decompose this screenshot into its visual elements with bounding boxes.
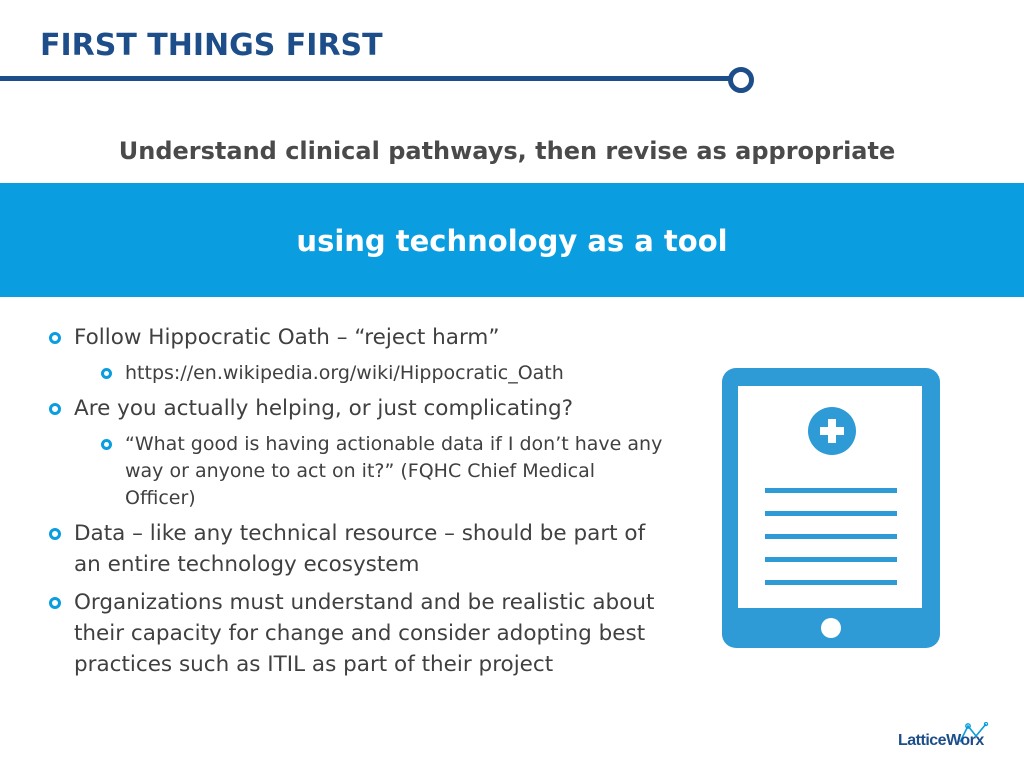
sub-bullet-text: “What good is having actionable data if I don’t have any way or anyone to act on it?” (FQHC Chief Medical Officer) <box>125 433 663 509</box>
bullet-text: Are you actually helping, or just complicating? <box>74 396 574 421</box>
text-line-icon <box>765 557 897 562</box>
bullet-text: Follow Hippocratic Oath – “reject harm” <box>74 325 500 350</box>
bullet-text: Data – like any technical resource – should be part of an entire technology ecosystem <box>74 521 646 577</box>
sub-bullet-item <box>100 431 665 512</box>
bullet-ring-icon <box>49 528 61 540</box>
banner <box>0 183 1024 297</box>
text-line-icon <box>765 488 897 493</box>
bullet-ring-icon <box>101 368 112 379</box>
bullet-ring-icon <box>49 597 61 609</box>
text-line-icon <box>765 580 897 585</box>
logo-text: LatticeWorx <box>898 732 984 749</box>
bullet-ring-icon <box>101 439 112 450</box>
bullet-text: Organizations must understand and be realistic about their capacity for change and consider adopting best practices such as ITIL as part of their project <box>74 590 655 677</box>
tablet-home-button <box>821 618 841 638</box>
text-line-icon <box>765 534 897 539</box>
bullet-item <box>48 322 660 353</box>
text-line-icon <box>765 511 897 516</box>
sub-bullet-link[interactable]: https://en.wikipedia.org/wiki/Hippocratic_Oath <box>125 362 564 384</box>
banner-text: using technology as a tool <box>296 224 728 258</box>
latticeworx-logo <box>898 722 1010 762</box>
bullet-item <box>48 518 660 580</box>
bullet-list <box>48 322 663 687</box>
bullet-ring-icon <box>49 403 61 415</box>
title-divider-circle-icon <box>728 67 754 93</box>
bullet-item <box>48 393 660 424</box>
tablet-medical-record-icon <box>722 368 940 648</box>
slide-title: FIRST THINGS FIRST <box>40 28 383 63</box>
title-divider-line <box>0 76 732 81</box>
bullet-item <box>48 587 660 680</box>
slide-subtitle: Understand clinical pathways, then revise as appropriate <box>118 137 896 165</box>
bullet-ring-icon <box>49 332 61 344</box>
sub-bullet-item <box>100 360 665 387</box>
